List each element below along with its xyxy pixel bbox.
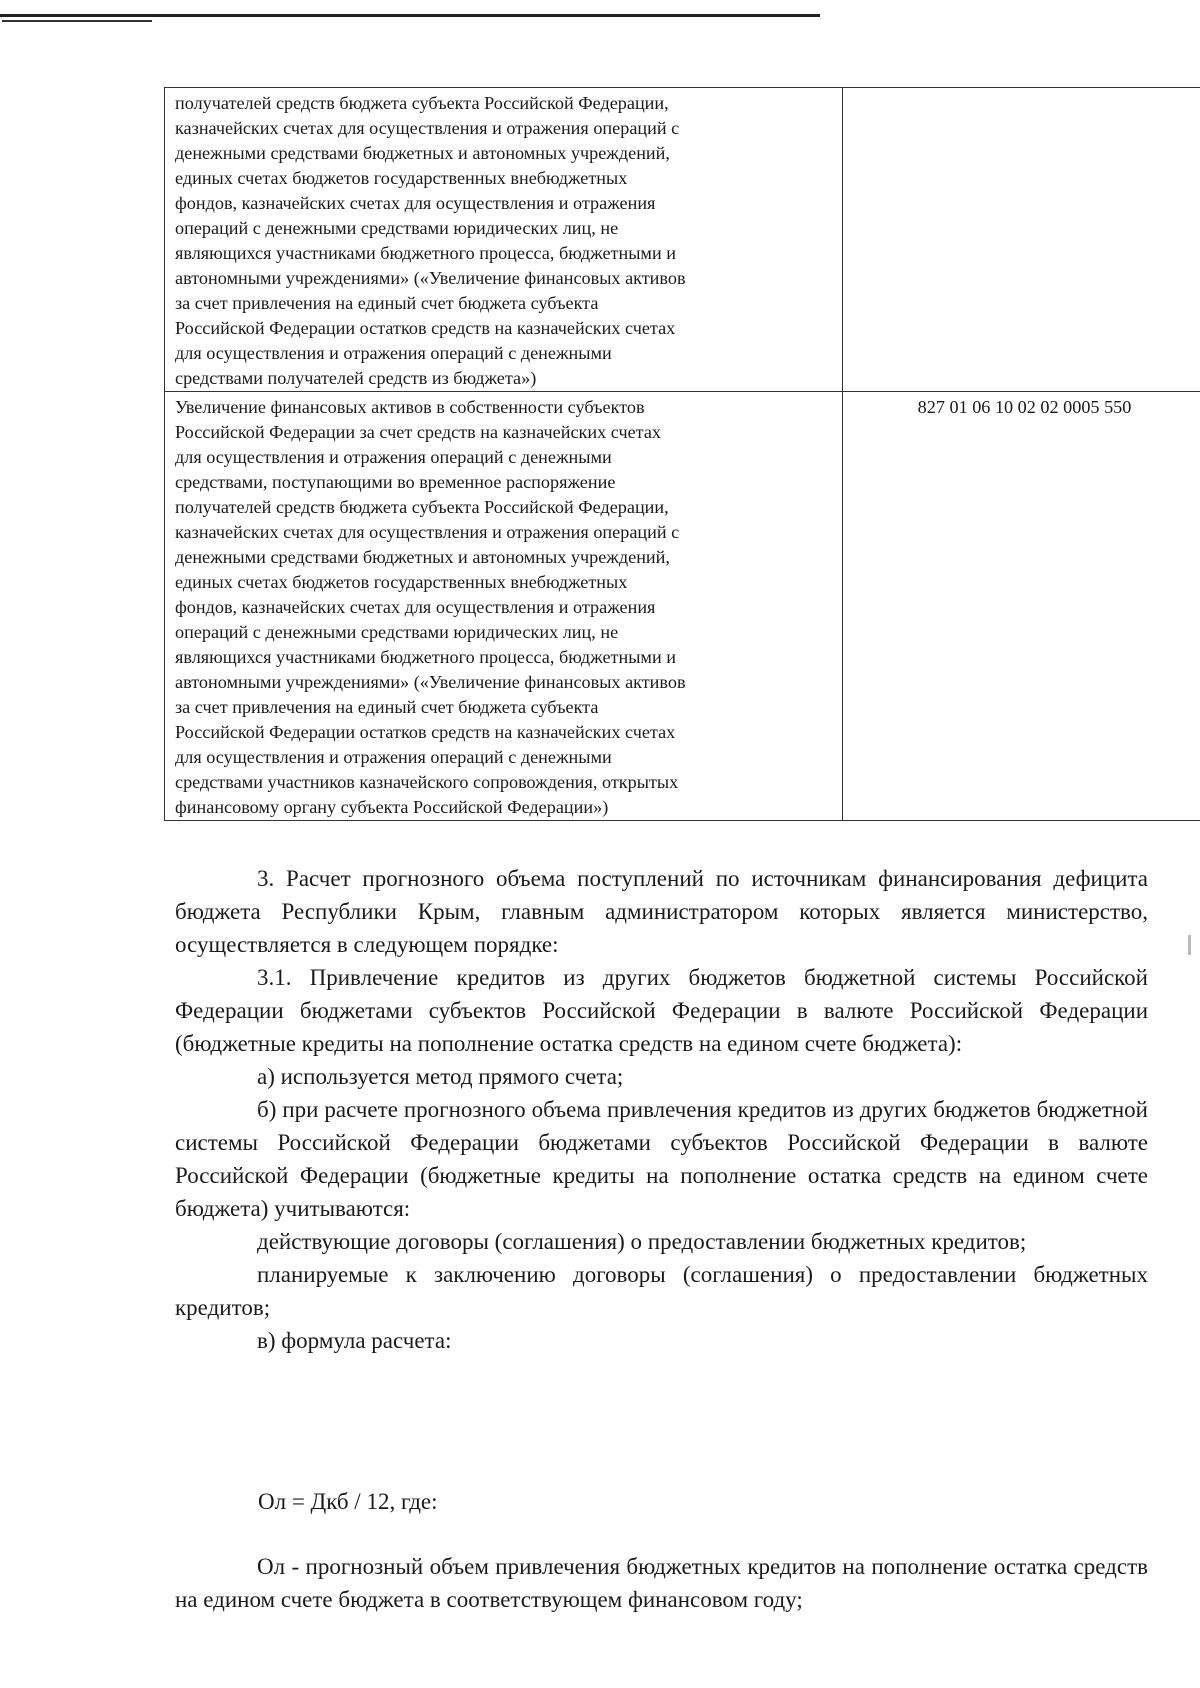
text-line: являющихся участниками бюджетного процесса, бюджетными и [175,647,676,667]
paragraph-b-item-2: планируемые к заключению договоры (соглашения) о предоставлении бюджетных кредитов; [175,1262,1148,1320]
main-text [175,862,1148,1357]
paragraph-b: б) при расчете прогнозного объема привлечения кредитов из других бюджетов бюджетной системы Российской Федерации бюджетами субъектов Российской Федерации в валюте Российской Федерации (бюджетные кредиты на пополнение остатка средств на едином счете бюджета) учитываются: [175,1097,1148,1221]
text-line: автономными учреждениями» («Увеличение финансовых активов [175,268,686,288]
paragraph-3: 3. Расчет прогнозного объема поступлений по источникам финансирования дефицита бюджета Республики Крым, главным администратором которых является министерство, осуществляется в следующем порядке: [175,866,1148,957]
text-line: операций с денежными средствами юридических лиц, не [175,622,619,642]
text-line: за счет привлечения на единый счет бюджета субъекта [175,697,599,717]
text-line: казначейских счетах для осуществления и отражения операций с [175,118,680,138]
paragraph-b-item-1: действующие договоры (соглашения) о предоставлении бюджетных кредитов; [257,1229,1027,1254]
text-line: денежными средствами бюджетных и автономных учреждений, [175,547,670,567]
table-row [165,88,1200,392]
paragraph-v: в) формула расчета: [257,1328,452,1353]
text-line: средствами, поступающими во временное распоряжение [175,472,616,492]
text-line: фондов, казначейских счетах для осуществления и отражения [175,597,656,617]
sources-table [164,87,1200,821]
text-line: получателей средств бюджета субъекта Российской Федерации, [175,93,669,113]
scan-border-line [0,14,820,17]
text-line: для осуществления и отражения операций с денежными [175,343,612,363]
text-line: Увеличение финансовых активов в собственности субъектов [175,397,645,417]
text-line: единых счетах бюджетов государственных внебюджетных [175,572,628,592]
table-cell-description [165,88,843,392]
text-line: средствами участников казначейского сопровождения, открытых [175,772,679,792]
text-line: являющихся участниками бюджетного процесса, бюджетными и [175,243,676,263]
text-line: Российской Федерации за счет средств на казначейских счетах [175,422,661,442]
text-line: получателей средств бюджета субъекта Российской Федерации, [175,497,669,517]
paragraph-3-1: 3.1. Привлечение кредитов из других бюджетов бюджетной системы Российской Федерации бюджетами субъектов Российской Федерации в валюте Российской Федерации (бюджетные кредиты на пополнение остатка средств на едином счете бюджета): [175,965,1148,1056]
text-line: финансовому органу субъекта Российской Федерации») [175,797,609,817]
table-row [165,392,1200,821]
text-line: за счет привлечения на единый счет бюджета субъекта [175,293,599,313]
text-line: для осуществления и отражения операций с денежными [175,447,612,467]
scan-border-line-short [2,20,152,22]
text-line: для осуществления и отражения операций с денежными [175,747,612,767]
text-line: денежными средствами бюджетных и автономных учреждений, [175,143,670,163]
text-line: фондов, казначейских счетах для осуществления и отражения [175,193,656,213]
text-line: операций с денежными средствами юридических лиц, не [175,218,619,238]
text-line: средствами получателей средств из бюджета») [175,368,537,388]
table-cell-code [843,392,1200,821]
text-line: автономными учреждениями» («Увеличение финансовых активов [175,672,686,692]
text-line: Российской Федерации остатков средств на казначейских счетах [175,318,676,338]
definition-block [175,1550,1148,1616]
budget-code: 827 01 06 10 02 02 0005 550 [917,397,1132,417]
table-cell-code [843,88,1200,392]
text-line: Российской Федерации остатков средств на казначейских счетах [175,722,676,742]
row-1-lines [175,91,832,391]
definition-ol: Ол - прогнозный объем привлечения бюджетных кредитов на пополнение остатка средств на едином счете бюджета в соответствующем финансовом году; [175,1554,1148,1612]
table-cell-description [165,392,843,821]
paragraph-a: а) используется метод прямого счета; [257,1064,624,1089]
row-2-lines [175,395,832,820]
text-line: казначейских счетах для осуществления и отражения операций с [175,522,680,542]
text-line: единых счетах бюджетов государственных внебюджетных [175,168,628,188]
formula: Ол = Дкб / 12, где: [258,1489,438,1514]
scan-edge-mark [1188,935,1191,955]
